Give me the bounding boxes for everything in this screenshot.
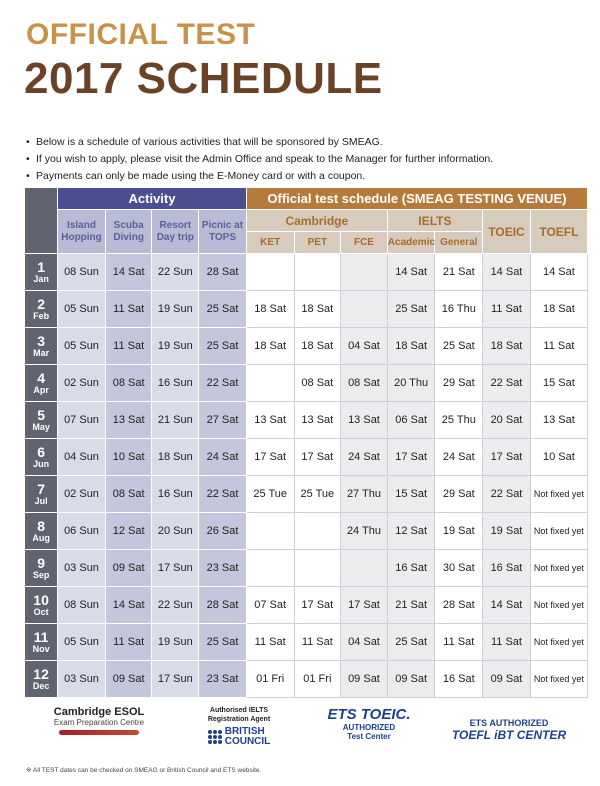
- schedule-body: [25, 254, 588, 698]
- schedule-cell: 02 Sun: [58, 476, 106, 513]
- month-number: 5: [37, 407, 45, 423]
- table-row: [25, 661, 588, 698]
- schedule-cell: 17 Sat: [294, 587, 341, 624]
- schedule-cell: 19 Sat: [435, 513, 483, 550]
- schedule-cell: 14 Sat: [483, 587, 531, 624]
- month-name: Jul: [34, 496, 48, 506]
- schedule-cell: 23 Sat: [199, 661, 247, 698]
- schedule-cell: Not fixed yet: [530, 661, 587, 698]
- cambridge-swoosh-icon: [59, 730, 139, 735]
- month-name: May: [32, 422, 50, 432]
- schedule-cell: 14 Sat: [387, 254, 435, 291]
- schedule-cell: 08 Sat: [105, 365, 152, 402]
- schedule-cell: 17 Sat: [341, 587, 388, 624]
- month-cell: [25, 550, 58, 587]
- official-header: Official test schedule (SMEAG TESTING VENUE): [246, 188, 587, 210]
- table-row: [25, 513, 588, 550]
- table-row: [25, 365, 588, 402]
- schedule-cell: 10 Sat: [530, 439, 587, 476]
- schedule-cell: 05 Sun: [58, 328, 106, 365]
- month-name: Jun: [33, 459, 50, 469]
- schedule-cell: [294, 254, 341, 291]
- schedule-cell: 30 Sat: [435, 550, 483, 587]
- schedule-cell: 09 Sat: [105, 661, 152, 698]
- schedule-cell: 19 Sat: [483, 513, 531, 550]
- schedule-cell: 19 Sun: [152, 624, 199, 661]
- schedule-cell: 22 Sat: [483, 476, 531, 513]
- schedule-cell: 25 Thu: [435, 402, 483, 439]
- schedule-cell: [246, 513, 294, 550]
- schedule-cell: 22 Sun: [152, 587, 199, 624]
- table-row: [25, 254, 588, 291]
- footnote: ※ All TEST dates can be checked on SMEAG or British Council and ETS website.: [26, 767, 262, 774]
- schedule-table: [24, 187, 588, 698]
- month-number: 1: [37, 259, 45, 275]
- schedule-cell: 18 Sat: [294, 328, 341, 365]
- schedule-cell: 25 Sat: [387, 291, 435, 328]
- schedule-cell: 24 Sat: [199, 439, 247, 476]
- cambridge-header: Cambridge: [246, 210, 387, 232]
- schedule-cell: 04 Sat: [341, 328, 388, 365]
- schedule-cell: 26 Sat: [199, 513, 247, 550]
- month-cell: [25, 365, 58, 402]
- schedule-cell: Not fixed yet: [530, 624, 587, 661]
- header-line-1: OFFICIAL TEST: [26, 18, 256, 51]
- schedule-cell: 04 Sat: [341, 624, 388, 661]
- col-pet: PET: [294, 232, 341, 254]
- schedule-cell: Not fixed yet: [530, 513, 587, 550]
- schedule-cell: 18 Sat: [387, 328, 435, 365]
- month-header-spacer: [25, 188, 58, 254]
- col-island-hopping: Island Hopping: [58, 210, 106, 254]
- month-number: 4: [37, 370, 45, 386]
- schedule-cell: 08 Sun: [58, 254, 106, 291]
- table-row: [25, 439, 588, 476]
- schedule-cell: 18 Sat: [246, 291, 294, 328]
- schedule-cell: 11 Sat: [294, 624, 341, 661]
- schedule-cell: 08 Sat: [294, 365, 341, 402]
- schedule-cell: Not fixed yet: [530, 476, 587, 513]
- col-resort-day-trip: Resort Day trip: [152, 210, 199, 254]
- schedule-cell: 20 Sun: [152, 513, 199, 550]
- schedule-cell: 18 Sat: [530, 291, 587, 328]
- toefl-header: TOEFL: [530, 210, 587, 254]
- schedule-cell: 29 Sat: [435, 365, 483, 402]
- month-name: Oct: [33, 607, 49, 617]
- month-number: 8: [37, 518, 45, 534]
- schedule-cell: 22 Sat: [199, 476, 247, 513]
- bullet-item: • Payments can only be made using the E-Money card or with a coupon.: [26, 170, 366, 182]
- col-academic: Academic: [387, 232, 435, 254]
- schedule-cell: 13 Sat: [294, 402, 341, 439]
- schedule-cell: 07 Sat: [246, 587, 294, 624]
- schedule-cell: 09 Sat: [387, 661, 435, 698]
- month-name: Apr: [33, 385, 49, 395]
- table-row: [25, 550, 588, 587]
- schedule-cell: 03 Sun: [58, 661, 106, 698]
- table-row: [25, 624, 588, 661]
- header-line-2: 2017 SCHEDULE: [24, 54, 383, 103]
- schedule-cell: 20 Thu: [387, 365, 435, 402]
- schedule-cell: 20 Sat: [483, 402, 531, 439]
- schedule-cell: [246, 365, 294, 402]
- month-cell: [25, 439, 58, 476]
- month-cell: [25, 328, 58, 365]
- month-number: 7: [37, 481, 45, 497]
- month-cell: [25, 254, 58, 291]
- schedule-cell: 08 Sat: [341, 365, 388, 402]
- schedule-cell: 11 Sat: [246, 624, 294, 661]
- schedule-cell: 06 Sun: [58, 513, 106, 550]
- month-cell: [25, 476, 58, 513]
- ielts-header: IELTS: [387, 210, 482, 232]
- month-number: 9: [37, 555, 45, 571]
- schedule-cell: 07 Sun: [58, 402, 106, 439]
- schedule-cell: 12 Sat: [387, 513, 435, 550]
- toeic-authorized-logo: ETS TOEIC. AUTHORIZED Test Center: [327, 706, 411, 741]
- schedule-cell: 11 Sat: [483, 291, 531, 328]
- month-name: Feb: [33, 311, 50, 321]
- cambridge-esol-logo: Cambridge ESOL Exam Preparation Centre: [34, 706, 164, 735]
- schedule-cell: Not fixed yet: [530, 587, 587, 624]
- month-number: 2: [37, 296, 45, 312]
- schedule-cell: 12 Sat: [105, 513, 152, 550]
- schedule-cell: 08 Sun: [58, 587, 106, 624]
- schedule-cell: [341, 254, 388, 291]
- col-ket: KET: [246, 232, 294, 254]
- bullet-item: • If you wish to apply, please visit the Admin Office and speak to the Manager for further information.: [26, 153, 494, 165]
- month-number: 6: [37, 444, 45, 460]
- schedule-cell: 16 Sun: [152, 365, 199, 402]
- schedule-cell: 13 Sat: [246, 402, 294, 439]
- month-cell: [25, 587, 58, 624]
- schedule-cell: 21 Sun: [152, 402, 199, 439]
- col-scuba-diving: Scuba Diving: [105, 210, 152, 254]
- col-fce: FCE: [341, 232, 388, 254]
- schedule-cell: 25 Tue: [294, 476, 341, 513]
- schedule-cell: 15 Sat: [387, 476, 435, 513]
- toeic-header: TOEIC: [483, 210, 531, 254]
- schedule-cell: 11 Sat: [483, 624, 531, 661]
- schedule-cell: [294, 513, 341, 550]
- schedule-cell: 23 Sat: [199, 550, 247, 587]
- schedule-cell: 16 Sat: [387, 550, 435, 587]
- schedule-cell: 24 Sat: [435, 439, 483, 476]
- schedule-cell: 17 Sun: [152, 550, 199, 587]
- schedule-cell: 09 Sat: [105, 550, 152, 587]
- schedule-cell: 13 Sat: [530, 402, 587, 439]
- logo-strip: [24, 706, 588, 754]
- schedule-cell: 25 Sat: [435, 328, 483, 365]
- schedule-cell: [246, 254, 294, 291]
- schedule-cell: [294, 550, 341, 587]
- british-council-dots-icon: [208, 730, 222, 744]
- schedule-cell: 11 Sat: [435, 624, 483, 661]
- british-council-logo: Authorised IELTS Registration Agent BRITISH COUNCIL: [207, 707, 271, 747]
- schedule-cell: 09 Sat: [341, 661, 388, 698]
- month-cell: [25, 624, 58, 661]
- schedule-cell: 17 Sat: [246, 439, 294, 476]
- month-name: Mar: [33, 348, 50, 358]
- month-name: Aug: [32, 533, 50, 543]
- schedule-cell: 08 Sat: [105, 476, 152, 513]
- table-row: [25, 291, 588, 328]
- schedule-cell: 05 Sun: [58, 291, 106, 328]
- month-name: Jan: [33, 274, 49, 284]
- info-bullets: [26, 134, 586, 185]
- month-number: 12: [33, 666, 49, 682]
- schedule-cell: 06 Sat: [387, 402, 435, 439]
- schedule-cell: 22 Sun: [152, 254, 199, 291]
- schedule-cell: 25 Tue: [246, 476, 294, 513]
- table-row: [25, 328, 588, 365]
- bullet-item: • Below is a schedule of various activities that will be sponsored by SMEAG.: [26, 136, 383, 148]
- schedule-cell: 11 Sat: [105, 624, 152, 661]
- month-cell: [25, 402, 58, 439]
- schedule-cell: 03 Sun: [58, 550, 106, 587]
- schedule-cell: 28 Sat: [199, 587, 247, 624]
- month-name: Nov: [32, 644, 50, 654]
- schedule-cell: 04 Sun: [58, 439, 106, 476]
- schedule-cell: [341, 550, 388, 587]
- schedule-cell: 18 Sat: [246, 328, 294, 365]
- schedule-cell: 14 Sat: [105, 587, 152, 624]
- col-general: General: [435, 232, 483, 254]
- schedule-cell: 13 Sat: [341, 402, 388, 439]
- col-picnic: Picnic at TOPS: [199, 210, 247, 254]
- month-number: 3: [37, 333, 45, 349]
- schedule-cell: 22 Sat: [483, 365, 531, 402]
- schedule-cell: 24 Sat: [341, 439, 388, 476]
- month-cell: [25, 661, 58, 698]
- schedule-cell: 01 Fri: [294, 661, 341, 698]
- month-number: 11: [33, 629, 49, 645]
- schedule-cell: 25 Sat: [199, 328, 247, 365]
- schedule-cell: [341, 291, 388, 328]
- schedule-cell: 10 Sat: [105, 439, 152, 476]
- schedule-cell: 25 Sat: [199, 291, 247, 328]
- schedule-cell: 18 Sat: [483, 328, 531, 365]
- table-row: [25, 402, 588, 439]
- schedule-cell: 17 Sat: [294, 439, 341, 476]
- schedule-cell: [246, 550, 294, 587]
- schedule-cell: 19 Sun: [152, 291, 199, 328]
- schedule-cell: 24 Thu: [341, 513, 388, 550]
- schedule-cell: 16 Thu: [435, 291, 483, 328]
- schedule-cell: 16 Sat: [483, 550, 531, 587]
- month-cell: [25, 513, 58, 550]
- schedule-cell: 28 Sat: [199, 254, 247, 291]
- toefl-ibt-logo: ETS AUTHORIZED TOEFL iBT CENTER: [451, 718, 567, 742]
- schedule-cell: 25 Sat: [199, 624, 247, 661]
- schedule-cell: 11 Sat: [105, 291, 152, 328]
- schedule-cell: 13 Sat: [105, 402, 152, 439]
- month-number: 10: [33, 592, 49, 608]
- activity-header: Activity: [58, 188, 247, 210]
- schedule-cell: 27 Thu: [341, 476, 388, 513]
- schedule-cell: 09 Sat: [483, 661, 531, 698]
- table-row: [25, 476, 588, 513]
- schedule-cell: 17 Sun: [152, 661, 199, 698]
- schedule-cell: 22 Sat: [199, 365, 247, 402]
- schedule-cell: 14 Sat: [105, 254, 152, 291]
- schedule-cell: 16 Sun: [152, 476, 199, 513]
- schedule-cell: 11 Sat: [105, 328, 152, 365]
- schedule-cell: 25 Sat: [387, 624, 435, 661]
- schedule-cell: 01 Fri: [246, 661, 294, 698]
- schedule-cell: Not fixed yet: [530, 550, 587, 587]
- month-name: Dec: [32, 681, 50, 691]
- month-name: Sep: [32, 570, 50, 580]
- schedule-cell: 17 Sat: [387, 439, 435, 476]
- schedule-cell: 21 Sat: [387, 587, 435, 624]
- month-cell: [25, 291, 58, 328]
- schedule-cell: 21 Sat: [435, 254, 483, 291]
- schedule-cell: 11 Sat: [530, 328, 587, 365]
- schedule-cell: 19 Sun: [152, 328, 199, 365]
- schedule-cell: 17 Sat: [483, 439, 531, 476]
- schedule-cell: 18 Sun: [152, 439, 199, 476]
- schedule-cell: 05 Sun: [58, 624, 106, 661]
- schedule-cell: 02 Sun: [58, 365, 106, 402]
- schedule-cell: 27 Sat: [199, 402, 247, 439]
- schedule-cell: 18 Sat: [294, 291, 341, 328]
- schedule-cell: 28 Sat: [435, 587, 483, 624]
- schedule-cell: 14 Sat: [530, 254, 587, 291]
- schedule-cell: 14 Sat: [483, 254, 531, 291]
- table-row: [25, 587, 588, 624]
- schedule-cell: 16 Sat: [435, 661, 483, 698]
- schedule-cell: 15 Sat: [530, 365, 587, 402]
- schedule-cell: 29 Sat: [435, 476, 483, 513]
